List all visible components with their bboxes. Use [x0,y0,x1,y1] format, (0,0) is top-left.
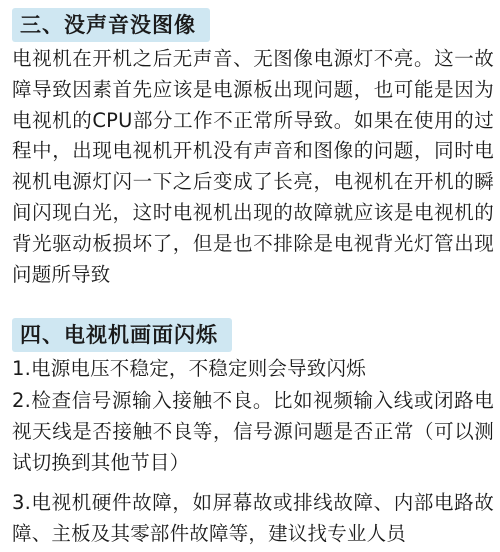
section-4-heading: 四、电视机画面闪烁 [12,318,232,352]
section-4-item-2: 2.检查信号源输入接触不良。比如视频输入线或闭路电视天线是否接触不良等，信号源问题是否正常（可以测试切换到其他节目） [12,389,494,474]
section-3-paragraph: 电视机在开机之后无声音、无图像电源灯不亮。这一故障导致因素首先应该是电源板出现问题，也可能是因为电视机的CPU部分工作不正常所导致。如果在使用的过程中，出现电视机开机没有声音和图像的问题，同时电视机电源灯闪一下之后变成了长亮，电视机在开机的瞬间闪现白光，这时电视机出现的故障就应该是电视机的背光驱动板损坏了，但是也不排除是电视背光灯管出现问题所导致 [12,47,494,286]
section-3-heading: 三、没声音没图像 [12,8,210,42]
section-4-item-1: 1.电源电压不稳定，不稳定则会导致闪烁 [12,357,366,380]
section-4-item-3: 3.电视机硬件故障，如屏幕故或排线故障、内部电路故障、主板及其零部件故障等，建议找专业人员 [12,491,494,545]
